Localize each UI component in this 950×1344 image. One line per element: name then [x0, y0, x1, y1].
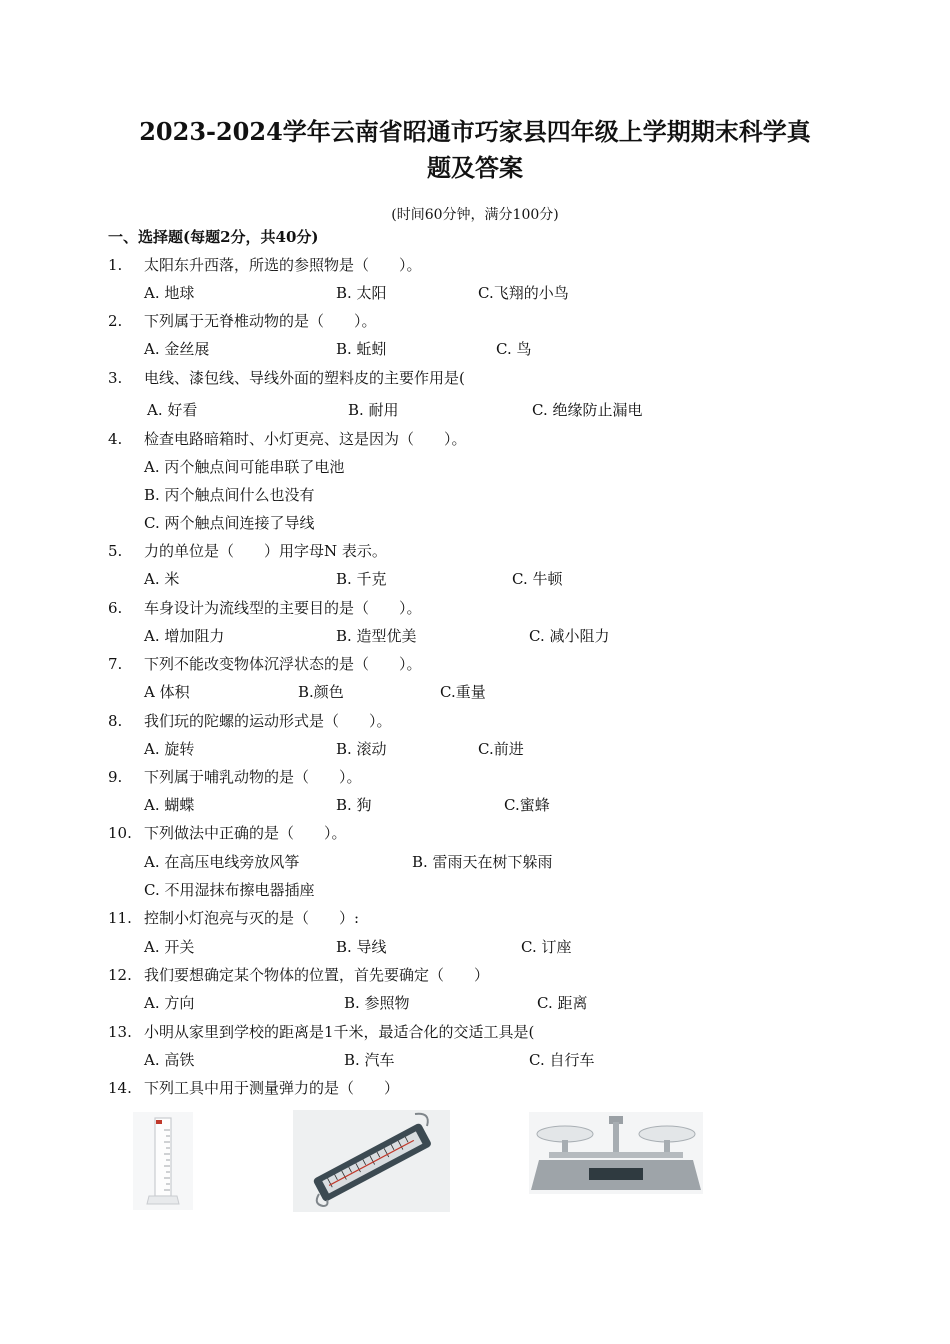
question-number: 1.: [108, 256, 123, 274]
question-14: [108, 1078, 399, 1098]
option-b: B. 耐用: [348, 401, 399, 419]
question-5: [108, 541, 387, 561]
question-number: 6.: [108, 599, 123, 617]
page-title: 2023-2024学年云南省昭通市巧家县四年级上学期期末科学真: [139, 117, 811, 146]
option-a: A. 金丝展: [144, 340, 210, 358]
question-13: [108, 1022, 534, 1042]
question-text: 下列属于哺乳动物的是（ ）。: [144, 768, 362, 786]
question-text: 下列不能改变物体沉浮状态的是（ ）。: [144, 655, 422, 673]
option-c: C. 自行车: [529, 1051, 595, 1069]
option-b: B. 太阳: [336, 284, 387, 302]
option-a: A. 好看: [147, 401, 198, 419]
question-text: 下列工具中用于测量弹力的是（ ）: [144, 1079, 400, 1097]
question-1: [108, 255, 422, 275]
question-text: 车身设计为流线型的主要目的是（ ）。: [144, 599, 422, 617]
option-a: A. 高铁: [144, 1051, 195, 1069]
question-text: 下列属于无脊椎动物的是（ ）。: [144, 312, 377, 330]
option-b: B. 汽车: [344, 1051, 395, 1069]
question-text: 力的单位是（ ）用字母N 表示。: [144, 542, 387, 560]
option-b: B. 丙个触点间什么也没有: [144, 486, 315, 504]
question-text: 我们玩的陀螺的运动形式是（ ）。: [144, 712, 392, 730]
question-6: [108, 598, 422, 618]
option-b: B. 千克: [336, 570, 387, 588]
question-10: [108, 823, 347, 843]
option-c: C. 牛顿: [512, 570, 563, 588]
option-c: C.重量: [440, 683, 486, 701]
question-11: [108, 908, 359, 928]
question-number: 2.: [108, 312, 123, 330]
question-number: 12.: [108, 966, 132, 984]
question-number: 5.: [108, 542, 123, 560]
option-b: B. 蚯蚓: [336, 340, 387, 358]
question-number: 3.: [108, 369, 123, 387]
question-8: [108, 711, 392, 731]
option-b: B. 导线: [336, 938, 387, 956]
option-c: C. 减小阻力: [529, 627, 610, 645]
page-title-continued: 题及答案: [427, 153, 523, 182]
exam-info: (时间60分钟，满分100分): [391, 207, 559, 223]
option-b: B. 参照物: [344, 994, 410, 1012]
question-number: 13.: [108, 1023, 132, 1041]
option-a: A. 增加阻力: [144, 627, 225, 645]
question-3: [108, 368, 465, 388]
spring-scale-image: [293, 1110, 450, 1212]
option-a: A 体积: [144, 683, 190, 701]
question-text: 小明从家里到学校的距离是1千米，最适合化的交适工具是(: [144, 1023, 535, 1041]
question-number: 14.: [108, 1079, 132, 1097]
option-a: A. 方向: [144, 994, 195, 1012]
question-number: 11.: [108, 909, 132, 927]
question-text: 下列做法中正确的是（ ）。: [144, 824, 347, 842]
balance-scale-image: [529, 1112, 703, 1194]
option-a: A. 蝴蝶: [144, 796, 195, 814]
question-4: [108, 429, 467, 449]
option-a: A. 米: [144, 570, 180, 588]
option-b: B. 狗: [336, 796, 372, 814]
question-number: 8.: [108, 712, 123, 730]
option-c: C. 鸟: [496, 340, 532, 358]
question-2: [108, 311, 377, 331]
option-b: B. 雷雨天在树下躲雨: [412, 853, 553, 871]
question-text: 我们要想确定某个物体的位置，首先要确定（ ）: [144, 966, 490, 984]
option-b: B. 造型优美: [336, 627, 417, 645]
question-9: [108, 767, 362, 787]
question-text: 电线、漆包线、导线外面的塑料皮的主要作用是(: [144, 369, 465, 387]
option-c: C. 订座: [521, 938, 572, 956]
option-b: B. 滚动: [336, 740, 387, 758]
option-a: A. 丙个触点间可能串联了电池: [144, 458, 345, 476]
question-number: 9.: [108, 768, 123, 786]
question-text: 检查电路暗箱时、小灯更亮、这是因为（ ）。: [144, 430, 467, 448]
option-c: C.飞翔的小鸟: [478, 284, 569, 302]
question-12: [108, 965, 489, 985]
question-text: 太阳东升西落，所选的参照物是（ ）。: [144, 256, 422, 274]
option-c: C. 绝缘防止漏电: [532, 401, 643, 419]
question-number: 7.: [108, 655, 123, 673]
option-a: A. 地球: [144, 284, 195, 302]
option-a: A. 旋转: [144, 740, 195, 758]
option-a: A. 在高压电线旁放风筝: [144, 853, 300, 871]
option-a: A. 开关: [144, 938, 195, 956]
question-text: 控制小灯泡亮与灭的是（ ）:: [144, 909, 360, 927]
option-c: C.蜜蜂: [504, 796, 550, 814]
option-c: C. 距离: [537, 994, 588, 1012]
option-c: C. 两个触点间连接了导线: [144, 514, 315, 532]
section-heading: 一、选择题(每题2分，共40分): [108, 228, 319, 246]
question-number: 4.: [108, 430, 123, 448]
measuring-cylinder-image: [133, 1112, 193, 1210]
question-number: 10.: [108, 824, 132, 842]
question-7: [108, 654, 422, 674]
option-b: B.颜色: [298, 683, 344, 701]
option-c: C. 不用湿抹布擦电器插座: [144, 881, 315, 899]
option-c: C.前进: [478, 740, 524, 758]
